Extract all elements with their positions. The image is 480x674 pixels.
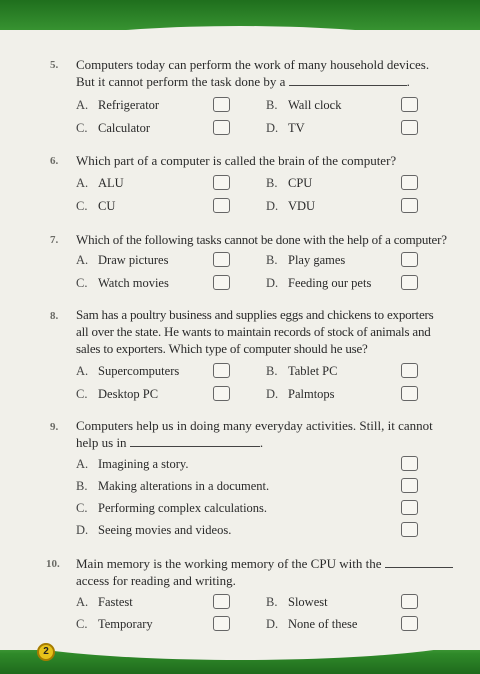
option-text: VDU bbox=[288, 199, 316, 213]
question-number: 8. bbox=[50, 310, 59, 322]
answer-checkbox[interactable] bbox=[401, 594, 418, 609]
option-text: None of these bbox=[288, 617, 358, 631]
question-text-line: sales to exporters. Which type of computer should he use? bbox=[76, 341, 368, 356]
option-letter: B. bbox=[266, 364, 278, 378]
option-letter: C. bbox=[76, 617, 88, 631]
question-text bbox=[76, 555, 471, 589]
answer-checkbox[interactable] bbox=[401, 363, 418, 378]
option-letter: B. bbox=[266, 98, 278, 112]
option-letter: A. bbox=[76, 364, 89, 378]
question-number: 6. bbox=[50, 155, 59, 167]
option-d bbox=[76, 523, 231, 538]
answer-checkbox[interactable] bbox=[401, 252, 418, 267]
option-text: Calculator bbox=[98, 121, 151, 135]
option-a bbox=[76, 457, 189, 472]
option-a bbox=[76, 364, 179, 379]
option-letter: D. bbox=[76, 523, 89, 537]
question-text-line: access for reading and writing. bbox=[76, 573, 236, 588]
answer-checkbox[interactable] bbox=[213, 175, 230, 190]
option-letter: A. bbox=[76, 253, 89, 267]
option-text: Palmtops bbox=[288, 387, 335, 401]
option-letter: B. bbox=[266, 253, 278, 267]
question-text bbox=[76, 417, 471, 451]
option-b bbox=[266, 176, 312, 191]
option-text: Desktop PC bbox=[98, 387, 159, 401]
option-text: Watch movies bbox=[98, 276, 169, 290]
answer-checkbox[interactable] bbox=[401, 522, 418, 537]
option-text: Making alterations in a document. bbox=[98, 479, 270, 493]
question-text-line: Computers help us in doing many everyday activities. Still, it cannot bbox=[76, 418, 433, 433]
option-a bbox=[76, 176, 124, 191]
option-b bbox=[266, 253, 345, 268]
option-text: CU bbox=[98, 199, 116, 213]
option-d bbox=[266, 276, 371, 291]
answer-checkbox[interactable] bbox=[401, 120, 418, 135]
option-letter: D. bbox=[266, 199, 279, 213]
option-letter: D. bbox=[266, 121, 279, 135]
question-text-line bbox=[76, 555, 471, 572]
question-text-fragment: help us in bbox=[76, 435, 127, 450]
option-letter: D. bbox=[266, 387, 279, 401]
option-text: Temporary bbox=[98, 617, 153, 631]
answer-blank[interactable] bbox=[289, 85, 407, 86]
question-text bbox=[76, 56, 471, 90]
answer-checkbox[interactable] bbox=[213, 616, 230, 631]
answer-checkbox[interactable] bbox=[401, 616, 418, 631]
answer-checkbox[interactable] bbox=[213, 386, 230, 401]
option-text: Refrigerator bbox=[98, 98, 160, 112]
option-letter: C. bbox=[76, 199, 88, 213]
answer-checkbox[interactable] bbox=[401, 198, 418, 213]
option-c bbox=[76, 387, 158, 402]
option-letter: C. bbox=[76, 121, 88, 135]
option-d bbox=[266, 617, 357, 632]
option-a bbox=[76, 253, 168, 268]
option-text: CPU bbox=[288, 176, 313, 190]
answer-checkbox[interactable] bbox=[213, 252, 230, 267]
option-letter: C. bbox=[76, 387, 88, 401]
option-d bbox=[266, 387, 335, 402]
question-number: 5. bbox=[50, 59, 59, 71]
option-text: Seeing movies and videos. bbox=[98, 523, 232, 537]
option-text: Slowest bbox=[288, 595, 328, 609]
question-text-line: Computers today can perform the work of many household devices. bbox=[76, 57, 430, 72]
question-text bbox=[76, 306, 471, 357]
option-text: Imagining a story. bbox=[98, 457, 189, 471]
option-letter: A. bbox=[76, 98, 89, 112]
question-text-fragment: . bbox=[406, 74, 410, 89]
page-number-badge: 2 bbox=[37, 643, 55, 661]
option-text: Draw pictures bbox=[98, 253, 169, 267]
question-text-line bbox=[76, 434, 471, 451]
option-c bbox=[76, 276, 169, 291]
option-a bbox=[76, 98, 159, 113]
option-letter: A. bbox=[76, 595, 89, 609]
option-b bbox=[76, 479, 269, 494]
option-letter: B. bbox=[266, 595, 278, 609]
option-a bbox=[76, 595, 133, 610]
option-letter: D. bbox=[266, 617, 279, 631]
answer-checkbox[interactable] bbox=[213, 198, 230, 213]
option-c bbox=[76, 617, 153, 632]
question-number: 9. bbox=[50, 421, 59, 433]
option-letter: A. bbox=[76, 176, 89, 190]
answer-checkbox[interactable] bbox=[213, 594, 230, 609]
question-text-line: Sam has a poultry business and supplies eggs and chickens to exporters bbox=[76, 307, 434, 322]
answer-checkbox[interactable] bbox=[401, 175, 418, 190]
answer-checkbox[interactable] bbox=[401, 275, 418, 290]
option-text: Supercomputers bbox=[98, 364, 180, 378]
option-letter: C. bbox=[76, 501, 88, 515]
option-text: Feeding our pets bbox=[288, 276, 372, 290]
answer-checkbox[interactable] bbox=[401, 386, 418, 401]
question-number: 10. bbox=[46, 558, 60, 570]
question-text-fragment: But it cannot perform the task done by a bbox=[76, 74, 286, 89]
answer-checkbox[interactable] bbox=[401, 456, 418, 471]
option-letter: B. bbox=[266, 176, 278, 190]
option-letter: D. bbox=[266, 276, 279, 290]
answer-checkbox[interactable] bbox=[401, 97, 418, 112]
answer-checkbox[interactable] bbox=[213, 120, 230, 135]
option-b bbox=[266, 98, 342, 113]
option-d bbox=[266, 121, 305, 136]
option-text: Performing complex calculations. bbox=[98, 501, 268, 515]
question-text-fragment: . bbox=[259, 435, 264, 450]
option-letter: C. bbox=[76, 276, 88, 290]
question-number: 7. bbox=[50, 234, 59, 246]
option-text: Wall clock bbox=[288, 98, 342, 112]
answer-checkbox[interactable] bbox=[401, 478, 418, 493]
answer-checkbox[interactable] bbox=[213, 363, 230, 378]
option-letter: A. bbox=[76, 457, 89, 471]
question-text-fragment: Main memory is the working memory of the CPU with the bbox=[76, 556, 382, 571]
option-letter: B. bbox=[76, 479, 88, 493]
option-b bbox=[266, 364, 337, 379]
option-b bbox=[266, 595, 328, 610]
question-text: Which part of a computer is called the brain of the computer? bbox=[76, 153, 397, 168]
answer-checkbox[interactable] bbox=[213, 275, 230, 290]
answer-checkbox[interactable] bbox=[401, 500, 418, 515]
option-text: Tablet PC bbox=[288, 364, 338, 378]
option-c bbox=[76, 121, 150, 136]
question-text-line bbox=[76, 73, 471, 90]
option-text: TV bbox=[288, 121, 305, 135]
option-text: Fastest bbox=[98, 595, 133, 609]
option-text: ALU bbox=[98, 176, 124, 190]
question-text-line: all over the state. He wants to maintain records of stock of animals and bbox=[76, 324, 431, 339]
answer-blank[interactable] bbox=[130, 446, 260, 447]
answer-checkbox[interactable] bbox=[213, 97, 230, 112]
option-text: Play games bbox=[288, 253, 346, 267]
option-d bbox=[266, 199, 315, 214]
option-c bbox=[76, 199, 115, 214]
answer-blank[interactable] bbox=[385, 567, 453, 568]
option-c bbox=[76, 501, 267, 516]
question-text: Which of the following tasks cannot be done with the help of a computer? bbox=[76, 232, 447, 247]
